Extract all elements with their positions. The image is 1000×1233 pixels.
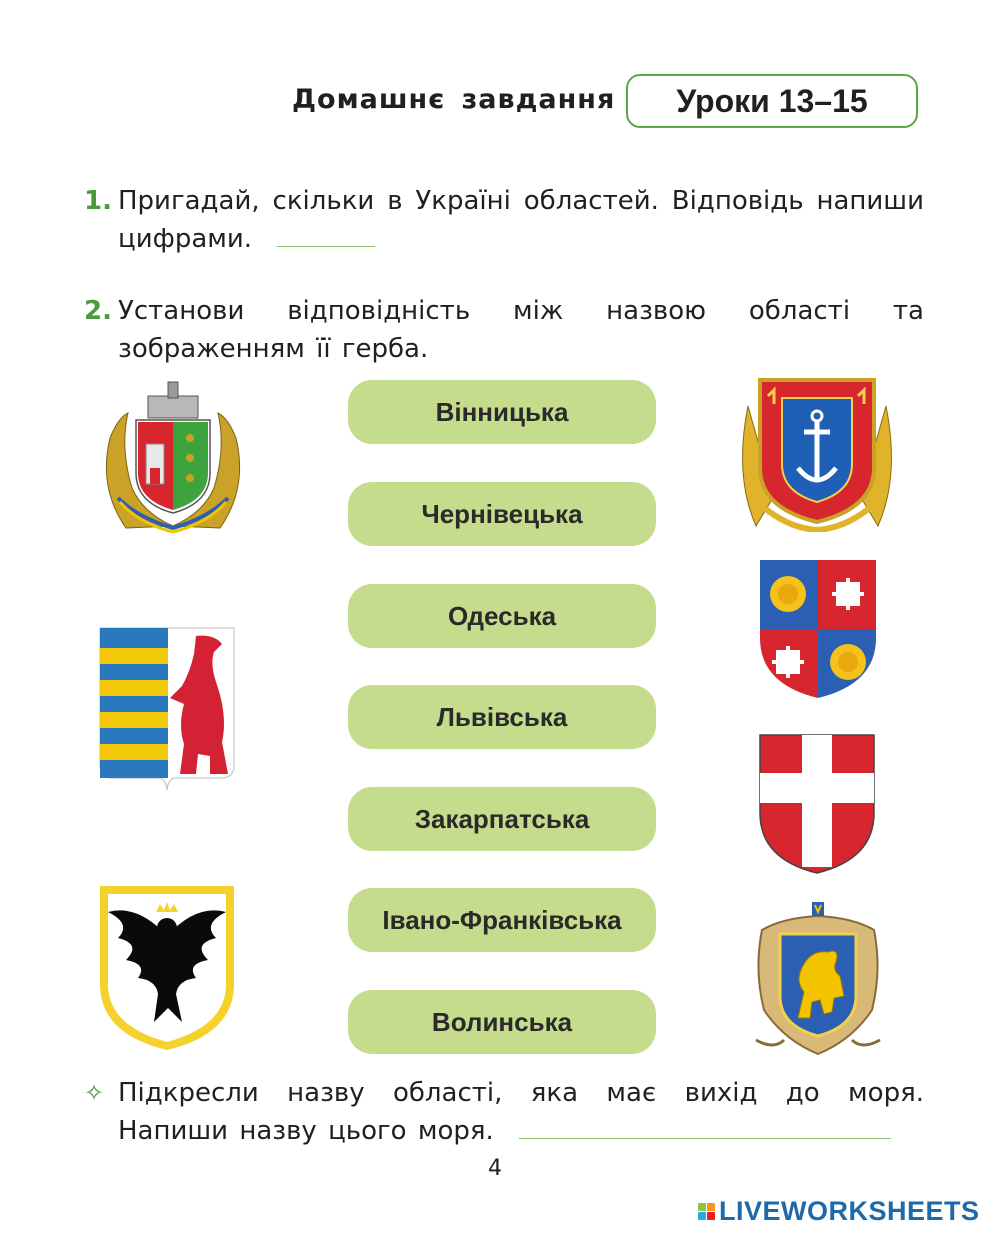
task-1-answer-line[interactable] [277,245,375,247]
ivano-frankivsk-coat-icon[interactable] [98,884,236,1052]
lviv-coat-icon[interactable] [754,900,882,1056]
task-1-text [118,182,924,258]
region-pill-zakarpattia[interactable] [348,787,656,851]
task-2-number: 2. [84,296,112,326]
task-3-marker: ✧ [84,1079,105,1107]
task-3-text [118,1074,924,1150]
region-label: Одеська [447,600,557,631]
region-pill-chernivtsi[interactable] [348,482,656,546]
region-label: Львівська [436,701,568,732]
region-label: Закарпатська [414,803,590,834]
region-pill-ivano-frankivsk[interactable] [348,888,656,952]
liveworksheets-logo-icon [698,1203,715,1220]
region-pill-vinnytsia[interactable] [348,380,656,444]
liveworksheets-brand[interactable] [698,1196,980,1227]
region-pill-odesa[interactable] [348,584,656,648]
task-1-number: 1. [84,186,112,216]
region-label: Івано-Франківська [382,904,622,935]
region-pill-volyn[interactable] [348,990,656,1054]
lessons-badge [626,74,918,128]
vinnytsia-coat-icon[interactable] [758,558,878,700]
volyn-coat-icon[interactable] [758,733,876,875]
task-1-question: Пригадай, скільки в Україні областей. Відповідь напиши цифрами. [118,186,924,254]
lessons-label: Уроки 13–15 [676,82,868,119]
region-label: Вінницька [435,396,569,427]
page-number: 4 [488,1156,502,1181]
task-2 [84,292,924,368]
task-3 [84,1074,924,1150]
odesa-coat-icon[interactable] [738,376,896,532]
chernivtsi-coat-icon[interactable] [98,378,248,533]
brand-name: LIVEWORKSHEETS [719,1196,980,1226]
region-label: Волинська [431,1006,573,1037]
task-2-text: Установи відповідність між назвою області та зображенням її герба. [118,296,924,364]
zakarpattia-coat-icon[interactable] [98,626,236,792]
region-pill-lviv[interactable] [348,685,656,749]
task-3-answer-line[interactable] [519,1137,891,1139]
homework-title: Домашнє завдання [292,84,616,115]
task-3-question: Підкресли назву області, яка має вихід до моря. Напиши назву цього моря. [118,1078,924,1146]
region-label: Чернівецька [421,498,583,529]
task-1 [84,182,924,258]
